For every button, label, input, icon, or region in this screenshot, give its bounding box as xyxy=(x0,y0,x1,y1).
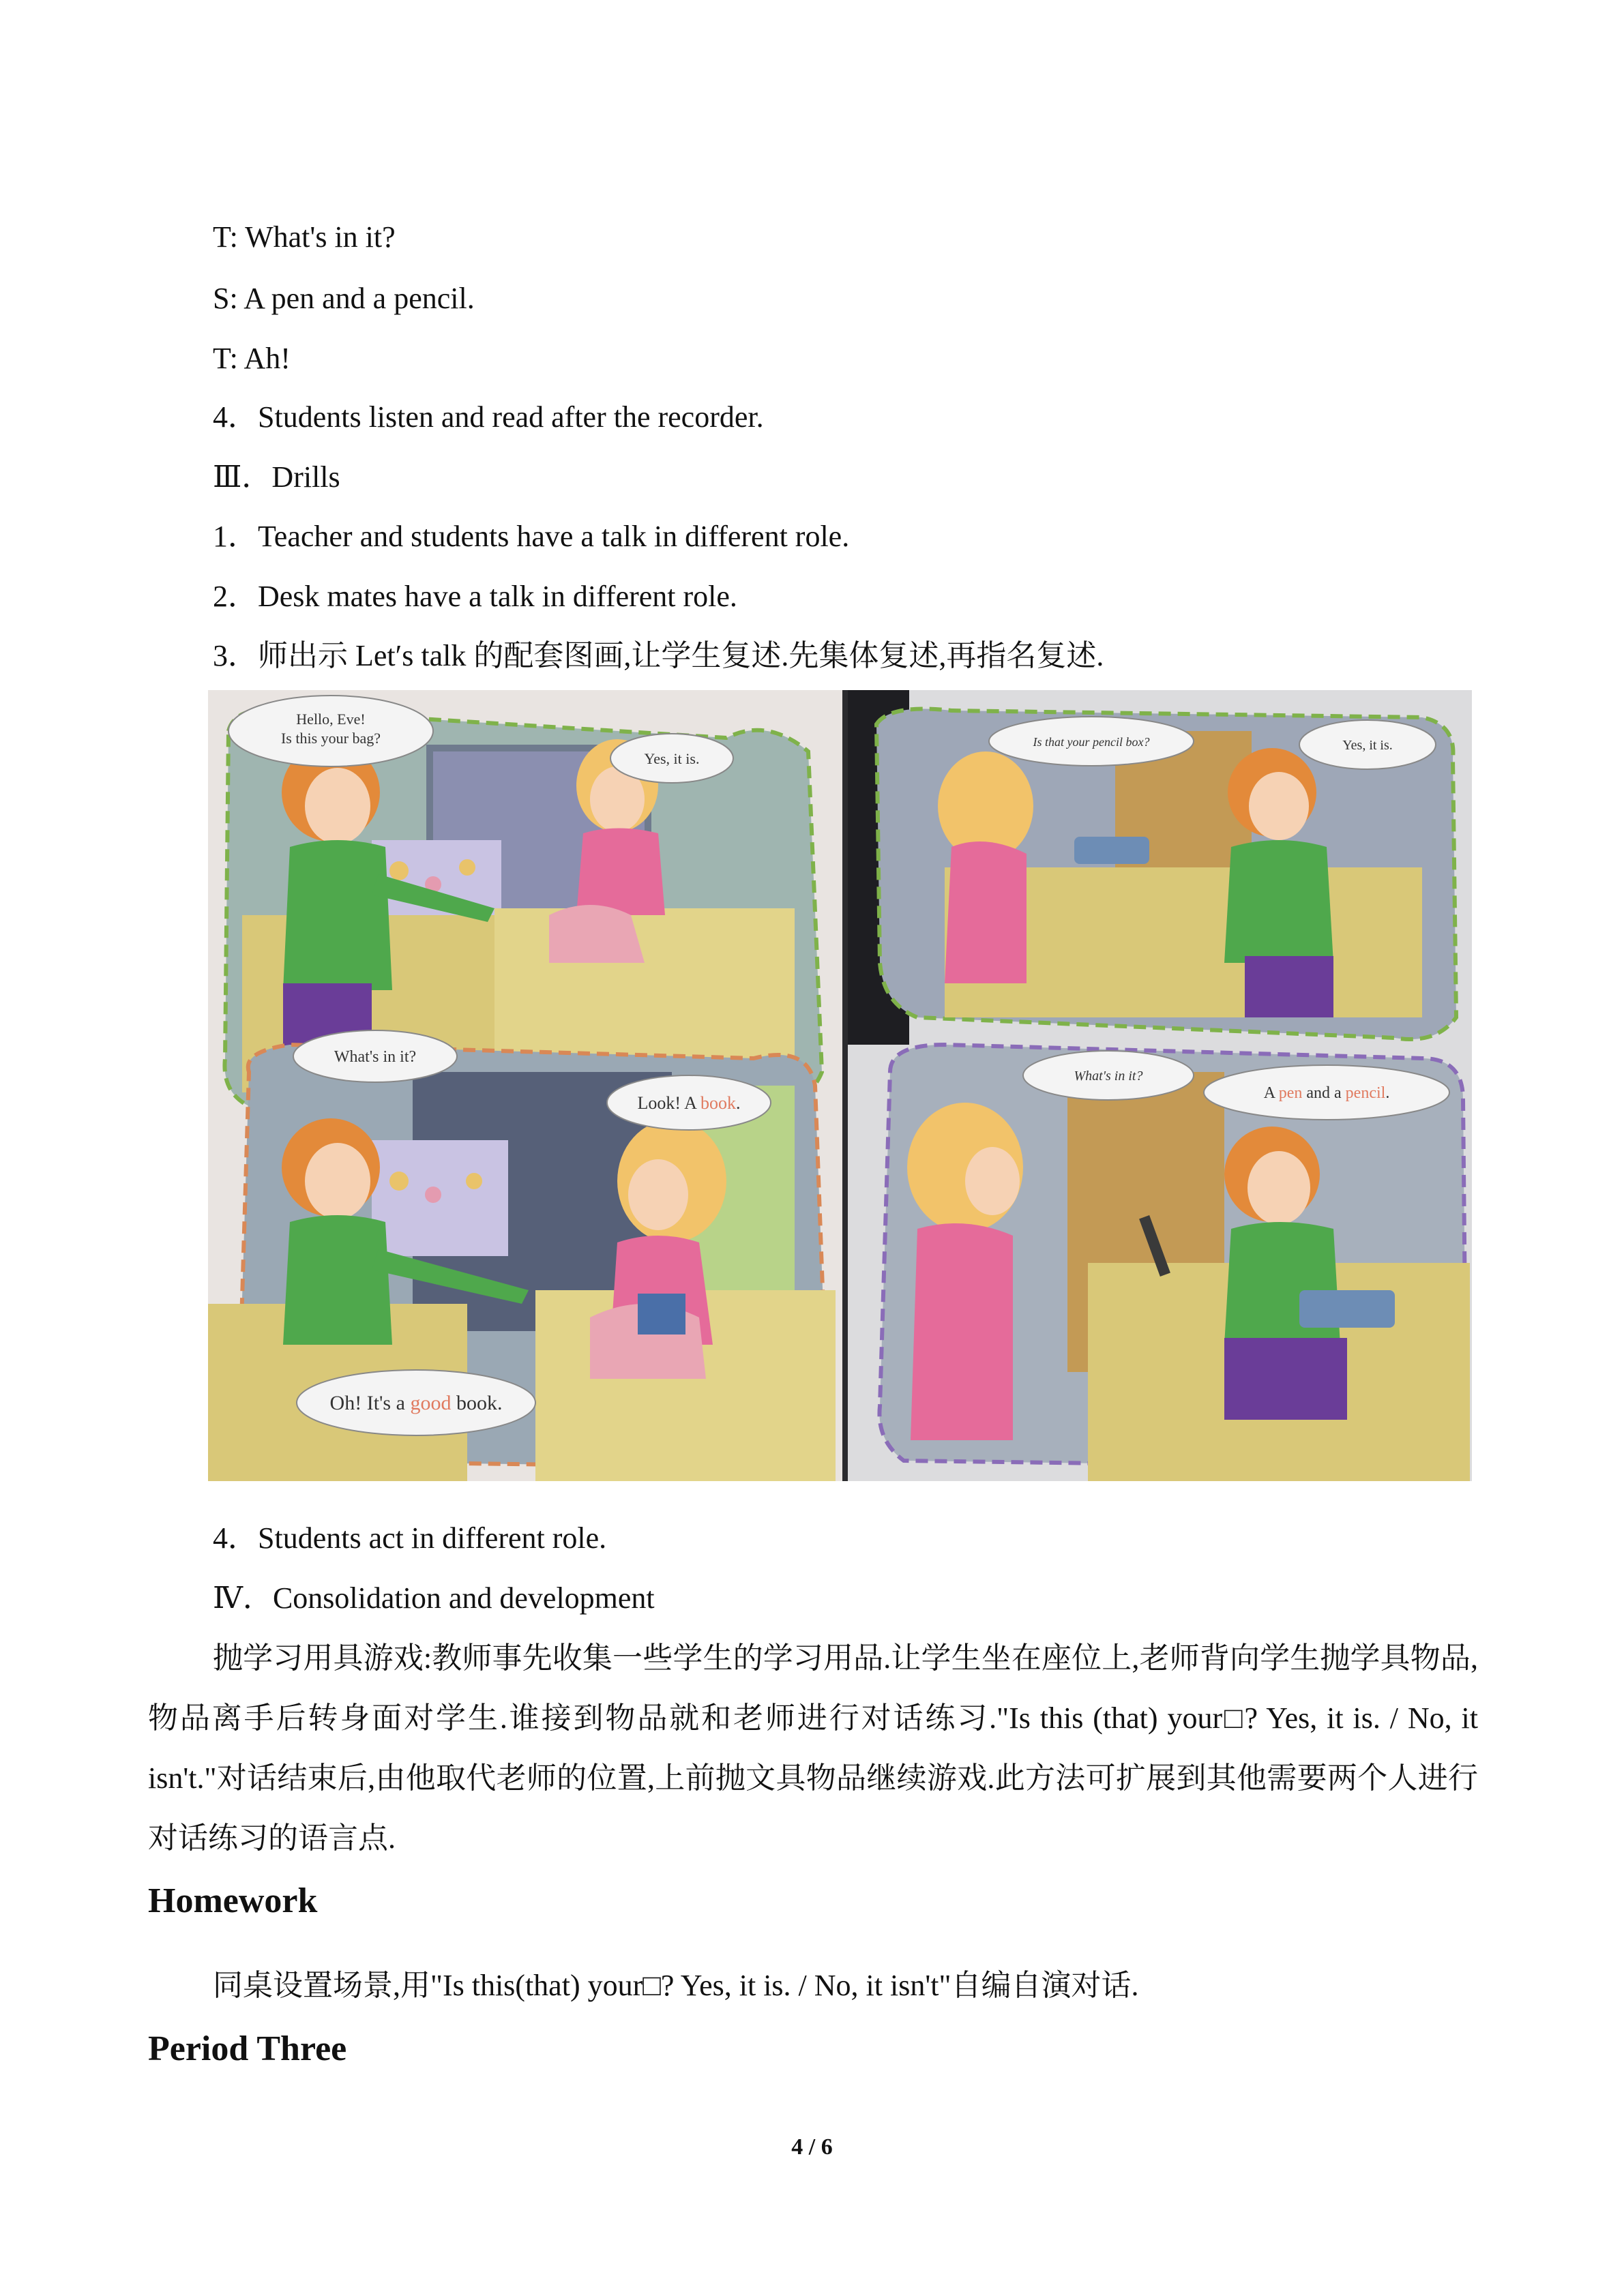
homework-heading: Homework xyxy=(148,1881,318,1920)
bubble-p5-text: Oh! It's a good book. xyxy=(329,1392,503,1414)
speech-bubble-p1 xyxy=(228,696,433,766)
dialogue-line-teacher-question: T: What's in it? xyxy=(213,220,396,254)
step-listen-read: 4．Students listen and read after the recorder. xyxy=(213,400,764,434)
bubble-p1-line1: Hello, Eve! xyxy=(296,711,366,728)
speech-bubble-r1 xyxy=(989,717,1194,766)
bubble-p3-text: What's in it? xyxy=(334,1048,417,1066)
consolidation-paragraph: 抛学习用具游戏:教师事先收集一些学生的学习用品.让学生坐在座位上,老师背向学生抛学具物品,物品离手后转身面对学生.谁接到物品就和老师进行对话练习."Is this (that) your□? Yes, it is. / No, it isn't."对话结束后,由他取代老师的位置,上前抛文具物品继续游戏.此方法可扩展到其他需要两个人进行对话练习的语言点. xyxy=(148,1641,1478,1855)
section-drills-heading: Ⅲ．Drills xyxy=(213,460,340,494)
page-number: 4 / 6 xyxy=(791,2134,833,2160)
bubble-r2-text: Yes, it is. xyxy=(1342,738,1393,753)
speech-bubble-r4 xyxy=(1204,1065,1449,1120)
speech-bubble-p5 xyxy=(297,1370,535,1435)
bubble-p4-text: Look! A book. xyxy=(637,1093,741,1113)
speech-bubble-r2 xyxy=(1299,720,1436,769)
dialogue-line-teacher-ah: T: Ah! xyxy=(213,342,291,375)
speech-bubble-p2 xyxy=(610,734,733,783)
bubble-r1-text: Is that your pencil box? xyxy=(1033,735,1150,749)
speech-bubble-p3 xyxy=(293,1030,457,1082)
bubble-r4-text: A pen and a pencil. xyxy=(1263,1084,1390,1102)
bubble-r3-text: What's in it? xyxy=(1074,1069,1143,1084)
drill-step-3: 3．师出示 Let′s talk 的配套图画,让学生复述.先集体复述,再指名复述. xyxy=(213,639,1104,672)
drill-step-2: 2．Desk mates have a talk in different role. xyxy=(213,580,737,613)
dialogue-line-student-answer: S: A pen and a pencil. xyxy=(213,282,475,315)
speech-bubble-p4 xyxy=(607,1075,771,1130)
drill-step-1: 1．Teacher and students have a talk in different role. xyxy=(213,520,850,553)
section-consolidation-heading: Ⅳ．Consolidation and development xyxy=(213,1581,655,1615)
period-three-heading: Period Three xyxy=(148,2029,347,2068)
step-act-roles: 4．Students act in different role. xyxy=(213,1521,607,1555)
homework-text: 同桌设置场景,用"Is this(that) your□? Yes, it is. / No, it isn't"自编自演对话. xyxy=(213,1969,1139,2002)
speech-bubble-r3 xyxy=(1023,1051,1194,1100)
bubble-p2-text: Yes, it is. xyxy=(644,750,700,767)
bubble-p1-line2: Is this your bag? xyxy=(280,730,381,747)
lets-talk-illustration xyxy=(208,690,1472,1481)
